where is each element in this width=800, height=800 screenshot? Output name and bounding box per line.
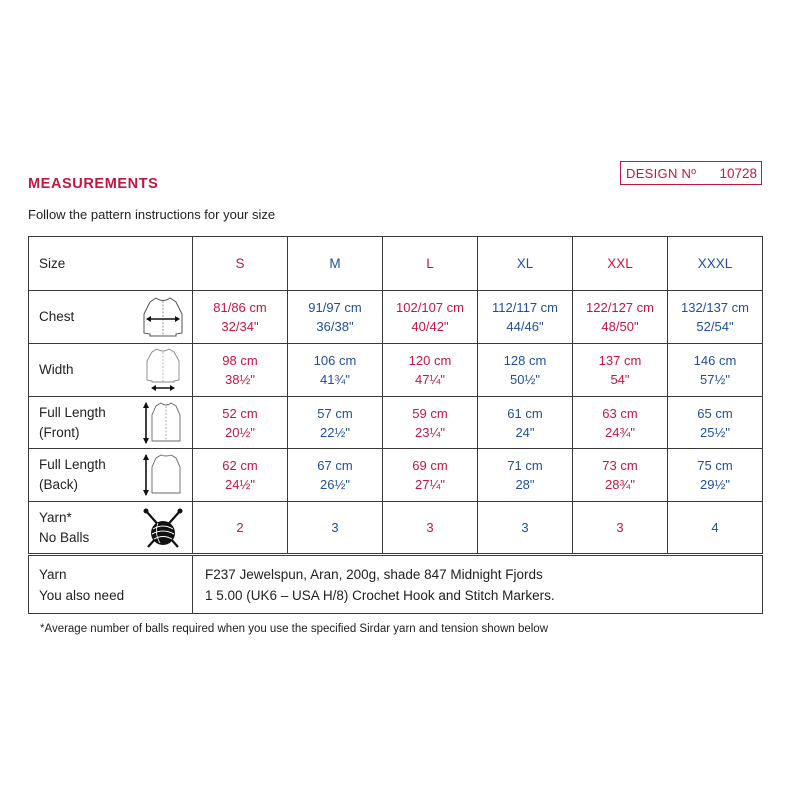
yarn-balls-label: Yarn* [39,509,72,525]
footnote: *Average number of balls required when you use the specified Sirdar yarn and tension shown below [40,623,549,635]
chest-in-m: 36/38" [316,319,354,334]
chest-cm-xxl: 122/127 cm [586,300,654,315]
chest-cm-s: 81/86 cm [213,300,267,315]
measurements-table [28,236,763,554]
yarn-balls-row [29,502,763,554]
length-front-cm-l: 59 cm [412,405,448,421]
width-in-s: 38½" [225,372,255,387]
length-front-icon [140,399,186,447]
width-in-xxxl: 57½" [700,372,730,387]
balls-l: 3 [383,502,478,554]
length-back-in-xl: 28" [515,477,535,492]
width-in-m: 41¾" [320,372,350,387]
width-cm-l: 120 cm [408,353,452,368]
length-front-in-m: 22½" [320,424,350,440]
width-in-xl: 50½" [510,372,540,387]
balls-xxl: 3 [573,502,668,554]
width-cm-xl: 128 cm [503,353,547,368]
need-value: 1 5.00 (UK6 – USA H/8) Crochet Hook and Stitch Markers. [205,587,555,603]
width-cm-xxl: 137 cm [598,353,642,368]
size-l: L [383,237,478,291]
size-s: S [193,237,288,291]
chest-cm-l: 102/107 cm [396,300,464,315]
balls-xl: 3 [478,502,573,554]
length-front-in-s: 20½" [225,424,255,440]
size-m: M [288,237,383,291]
yarn-info-table [28,555,763,614]
page-title: MEASUREMENTS [28,176,159,192]
width-row [29,344,763,397]
length-back-label: Full Length [39,457,106,472]
chest-in-xl: 44/46" [506,319,544,334]
yarn-ball-needles-icon [140,505,186,551]
chest-in-l: 40/42" [411,319,449,334]
yarn-value: F237 Jewelspun, Aran, 200g, shade 847 Midnight Fjords [205,566,543,582]
chest-cm-xxxl: 132/137 cm [681,300,749,315]
chest-label: Chest [39,309,75,324]
length-back-cm-l: 69 cm [412,458,448,473]
length-front-cm-xl: 61 cm [507,405,543,421]
size-xxxl: XXXL [668,237,763,291]
size-xl: XL [478,237,573,291]
size-xxl: XXL [573,237,668,291]
width-measure-icon [140,347,186,393]
width-cm-xxxl: 146 cm [693,353,737,368]
balls-s: 2 [193,502,288,554]
yarn-balls-sublabel: No Balls [39,529,90,545]
length-back-sublabel: (Back) [39,477,79,492]
length-back-in-xxl: 28¾" [605,477,635,492]
length-back-in-m: 26½" [320,477,350,492]
chest-cm-m: 91/97 cm [308,300,362,315]
length-back-cm-s: 62 cm [222,458,258,473]
length-back-in-xxxl: 29½" [700,477,730,492]
length-front-in-xl: 24" [515,424,535,440]
balls-xxxl: 4 [668,502,763,554]
chest-in-xxl: 48/50" [601,319,639,334]
chest-in-xxxl: 52/54" [696,319,734,334]
length-front-cm-xxl: 63 cm [602,405,638,421]
length-front-cm-m: 57 cm [317,405,353,421]
length-front-label: Full Length [39,404,106,420]
length-front-in-xxl: 24¾" [605,424,635,440]
yarn-label: Yarn [39,566,67,582]
page-subtitle: Follow the pattern instructions for your size [28,207,276,222]
width-in-l: 47¼" [415,372,445,387]
length-back-cm-xxl: 73 cm [602,458,638,473]
length-back-cm-xxxl: 75 cm [697,458,733,473]
need-label: You also need [39,587,125,603]
size-label: Size [29,237,193,291]
design-number: 10728 [719,165,757,181]
length-front-cm-s: 52 cm [222,405,258,421]
size-header-row [29,237,763,291]
balls-m: 3 [288,502,383,554]
length-front-sublabel: (Front) [39,424,80,440]
length-back-icon [140,451,186,499]
width-label: Width [39,362,74,377]
length-back-cm-xl: 71 cm [507,458,543,473]
chest-measure-icon [140,295,186,339]
length-back-in-s: 24½" [225,477,255,492]
width-in-xxl: 54" [610,372,630,387]
length-front-in-l: 23¼" [415,424,445,440]
chest-row [29,291,763,344]
width-cm-s: 98 cm [222,353,258,368]
width-cm-m: 106 cm [313,353,357,368]
length-back-in-l: 27¼" [415,477,445,492]
length-front-row [29,397,763,449]
length-back-row [29,449,763,502]
length-front-cm-xxxl: 65 cm [697,405,733,421]
length-back-cm-m: 67 cm [317,458,353,473]
design-label: DESIGN Nº [626,165,697,181]
chest-in-s: 32/34" [221,319,259,334]
length-front-in-xxxl: 25½" [700,424,730,440]
design-number-box [620,161,762,185]
chest-cm-xl: 112/117 cm [491,300,558,315]
